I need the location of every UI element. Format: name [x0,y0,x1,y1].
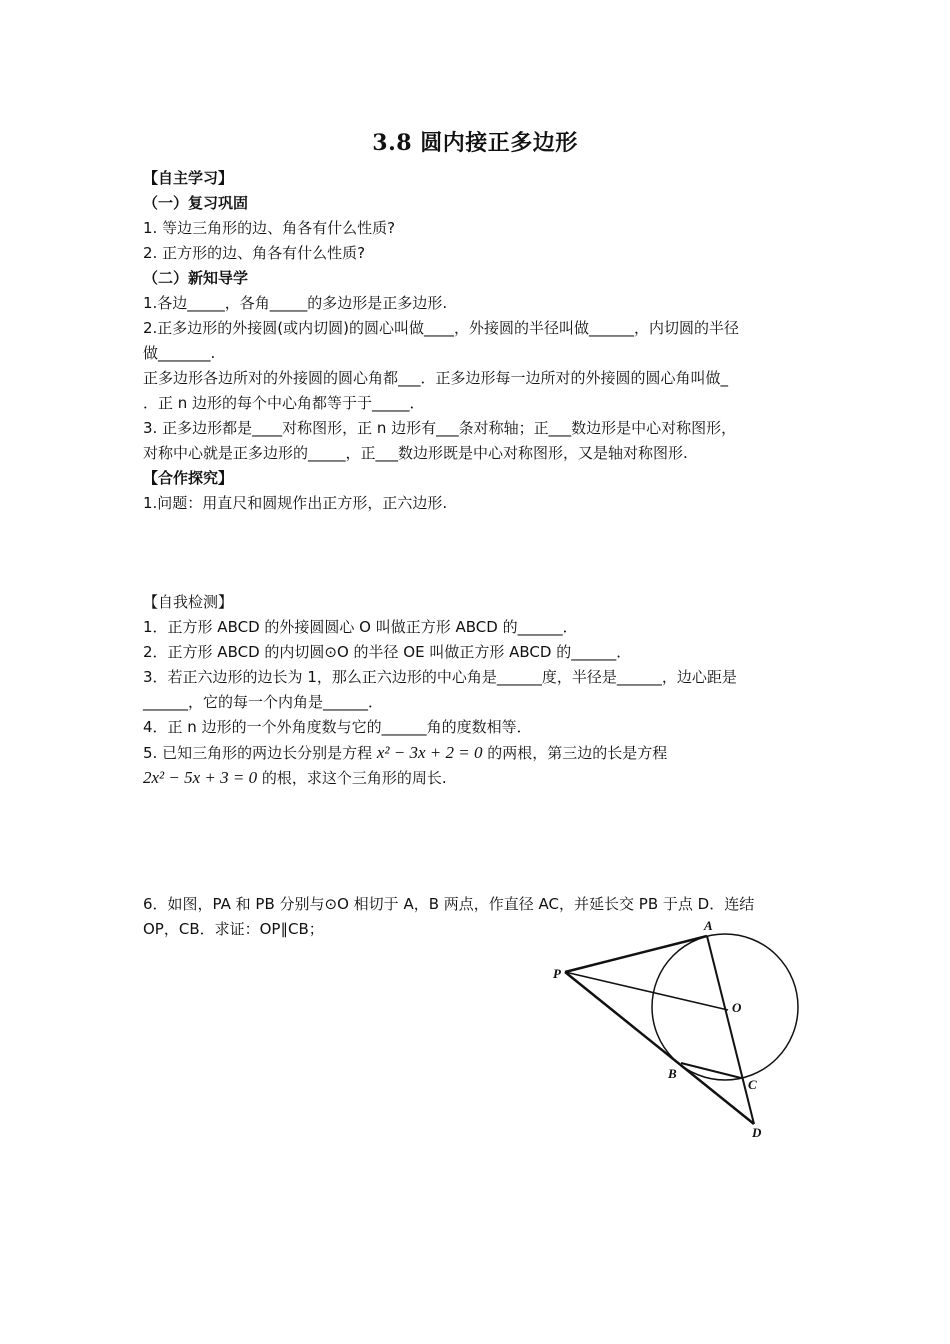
review-item: 2. 正方形的边、角各有什么性质? [143,244,366,262]
section-cooperation: 【合作探究】 [143,469,234,487]
q5-text-before: 5. 已知三角形的两边长分别是方程 [143,744,377,762]
check-item: 1．正方形 ABCD 的外接圆圆心 O 叫做正方形 ABCD 的______． [143,618,578,636]
section-new-knowledge: （二）新知导学 [143,269,249,287]
label-p: P [553,966,561,981]
question-6-line-2: OP，CB．求证：OP∥CB； [143,920,324,938]
label-a: A [704,918,713,933]
question-5-line-2 [143,768,813,788]
new-item: 1.各边_____，各角_____的多边形是正多边形. [143,294,448,312]
check-item: 2．正方形 ABCD 的内切圆⊙O 的半径 OE 叫做正方形 ABCD 的______． [143,643,632,661]
geometry-figure [540,915,810,1150]
q5-equation-1: x² − 3x + 2 = 0 [376,743,483,762]
cooperation-item: 1.问题：用直尺和圆规作出正方形，正六边形. [143,494,448,512]
new-item: ．正 n 边形的每个中心角都等于于_____． [143,394,425,412]
new-item: 对称中心就是正多边形的_____，正___数边形既是中心对称图形，又是轴对称图形. [143,444,688,462]
new-item: 3. 正多边形都是____对称图形，正 n 边形有___条对称轴；正___数边形是中心对称图形， [143,419,737,437]
label-d: D [752,1125,762,1140]
tangent-pa [565,936,707,972]
section-self-study: 【自主学习】 [143,169,234,187]
q5-text-after: 的根，求这个三角形的周长. [257,769,447,787]
page-title: 3.8 圆内接正多边形 [372,130,578,156]
diameter-ac-extended [707,936,754,1124]
section-review: （一）复习巩固 [143,194,249,212]
q5-equation-2: 2x² − 5x + 3 = 0 [143,768,258,787]
question-6-line-1: 6．如图，PA 和 PB 分别与⊙O 相切于 A，B 两点，作直径 AC，并延长交 PB 于点 D．连结 [143,895,755,913]
new-item: 正多边形各边所对的外接圆的圆心角都___．正多边形每一边所对的外接圆的圆心角叫做_ [143,369,729,387]
question-5-line-1 [143,743,813,763]
section-self-check: 【自我检测】 [143,593,234,611]
label-c: C [748,1077,757,1092]
label-o: O [732,1000,742,1015]
new-item: 做_______. [143,344,216,362]
review-item: 1. 等边三角形的边、角各有什么性质? [143,219,396,237]
check-item: ______，它的每一个内角是______． [143,693,384,711]
label-b: B [668,1066,677,1081]
check-item: 3．若正六边形的边长为 1，那么正六边形的中心角是______度，半径是______，边心距是 [143,668,737,686]
q5-text-middle: 的两根，第三边的长是方程 [482,744,668,762]
check-item: 4．正 n 边形的一个外角度数与它的______角的度数相等． [143,718,532,736]
new-item: 2.正多边形的外接圆(或内切圆)的圆心叫做____，外接圆的半径叫做______，内切圆的半径 [143,319,740,337]
